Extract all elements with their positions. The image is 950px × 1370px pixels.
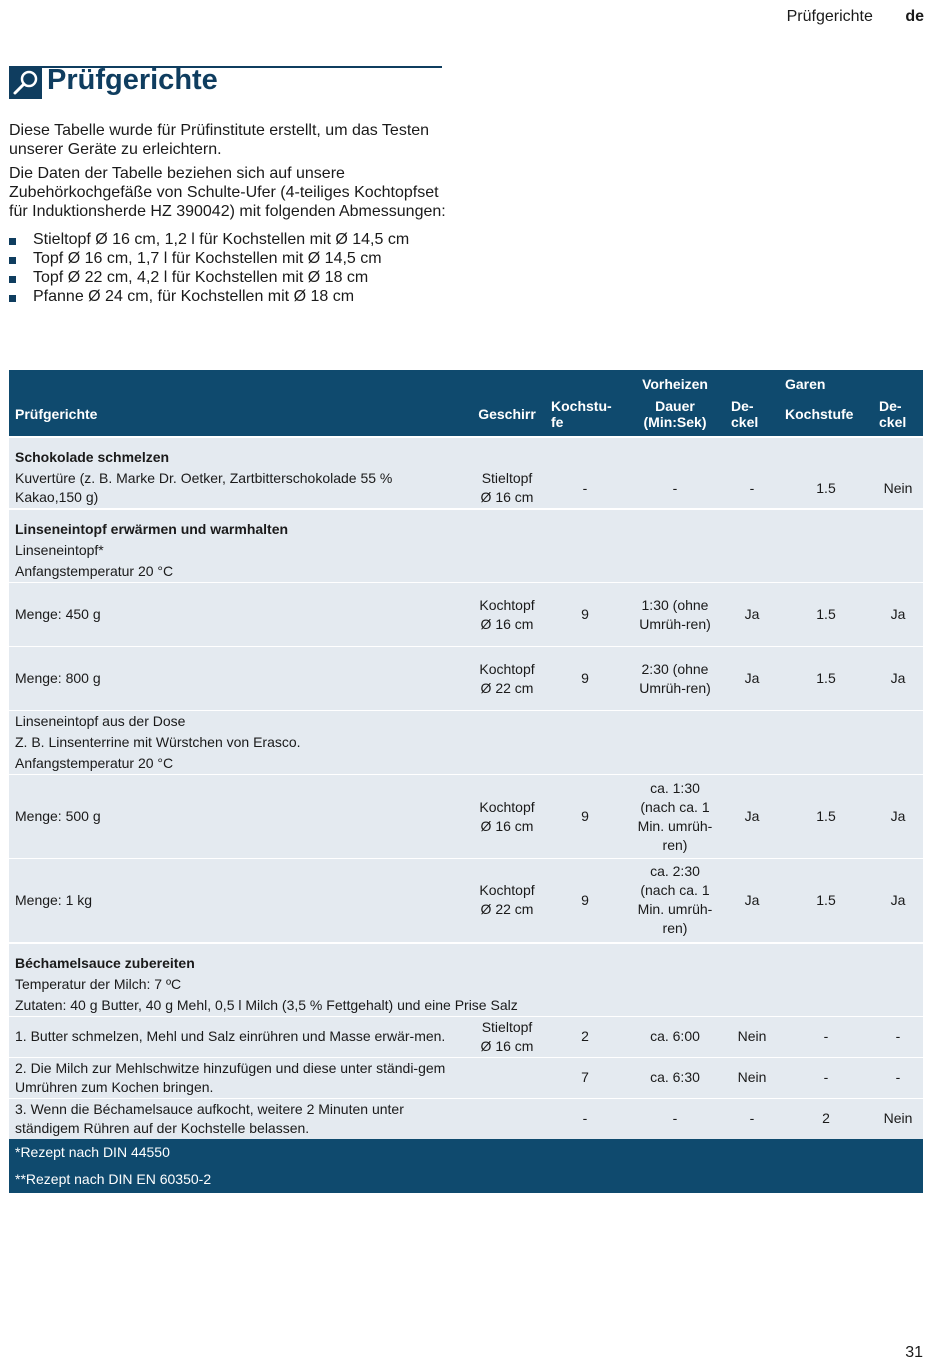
cell-deckel-garen: Ja bbox=[873, 583, 923, 647]
dish-description: Temperatur der Milch: 7 ºC bbox=[9, 974, 923, 995]
cell-geschirr: Kochtopf Ø 16 cm bbox=[469, 583, 545, 647]
col-header-pruefgerichte: Prüfgerichte bbox=[9, 392, 469, 437]
cell-kochstufe: 9 bbox=[545, 859, 625, 943]
dish-description: Zutaten: 40 g Butter, 40 g Mehl, 0,5 l Milch (3,5 % Fettgehalt) und eine Prise Salz bbox=[9, 995, 923, 1017]
cell-menge: Menge: 450 g bbox=[9, 583, 469, 647]
header-section: Prüfgerichte bbox=[786, 8, 873, 25]
cell-deckel: Nein bbox=[725, 1057, 779, 1098]
cell-dauer: ca. 2:30 (nach ca. 1 Min. umrüh-ren) bbox=[625, 859, 725, 943]
footnote: *Rezept nach DIN 44550 bbox=[9, 1139, 923, 1166]
page-title: Prüfgerichte bbox=[47, 64, 218, 96]
list-item: Pfanne Ø 24 cm, für Kochstellen mit Ø 18 cm bbox=[9, 287, 449, 306]
cell-geschirr: Kochtopf Ø 22 cm bbox=[469, 859, 545, 943]
list-item: Topf Ø 22 cm, 4,2 l für Kochstellen mit Ø 18 cm bbox=[9, 268, 449, 287]
cell-deckel: Ja bbox=[725, 583, 779, 647]
cell-kochstufe: 9 bbox=[545, 647, 625, 711]
cell-dauer: - bbox=[625, 468, 725, 509]
table-row bbox=[9, 647, 923, 711]
table-row bbox=[9, 1016, 923, 1057]
cell-deckel-garen: Nein bbox=[873, 468, 923, 509]
col-header-geschirr: Geschirr bbox=[469, 392, 545, 437]
cell-deckel: - bbox=[725, 468, 779, 509]
table-row bbox=[9, 468, 923, 509]
dish-description: Kuvertüre (z. B. Marke Dr. Oetker, Zartbitterschokolade 55 % Kakao,150 g) bbox=[9, 468, 469, 509]
cell-geschirr: Stieltopf Ø 16 cm bbox=[469, 468, 545, 509]
intro-paragraph: Die Daten der Tabelle beziehen sich auf unsere Zubehörkochgefäße von Schulte-Ufer (4-teiliges Kochtopfset für Induktionsherde HZ 390042) mit folgenden Abmessungen: bbox=[9, 165, 446, 220]
cell-kochstufe-garen: 1.5 bbox=[779, 583, 873, 647]
cell-deckel-garen: Ja bbox=[873, 775, 923, 859]
col-header-kochstufe-garen: Kochstufe bbox=[779, 392, 873, 437]
cell-menge: Menge: 800 g bbox=[9, 647, 469, 711]
table-row bbox=[9, 1057, 923, 1098]
cell-kochstufe-garen: 1.5 bbox=[779, 775, 873, 859]
cell-deckel-garen: - bbox=[873, 1016, 923, 1057]
cell-dauer: ca. 6:30 bbox=[625, 1057, 725, 1098]
cell-dauer: 2:30 (ohne Umrüh-ren) bbox=[625, 647, 725, 711]
cell-menge: Menge: 500 g bbox=[9, 775, 469, 859]
table-row bbox=[9, 1098, 923, 1139]
group-vorheizen: Vorheizen bbox=[625, 370, 725, 392]
col-header-deckel-vorheizen: De-ckel bbox=[725, 392, 779, 437]
cell-kochstufe-garen: 1.5 bbox=[779, 859, 873, 943]
dish-description: Linseneintopf aus der Dose bbox=[9, 711, 923, 733]
cell-dauer: 1:30 (ohne Umrüh-ren) bbox=[625, 583, 725, 647]
table-row bbox=[9, 583, 923, 647]
col-header-kochstufe-vorheizen: Kochstu-fe bbox=[545, 392, 625, 437]
table-row bbox=[9, 775, 923, 859]
table-row bbox=[9, 859, 923, 943]
cell-kochstufe: - bbox=[545, 1098, 625, 1139]
cell-menge: Menge: 1 kg bbox=[9, 859, 469, 943]
intro-text bbox=[9, 121, 449, 306]
cell-deckel-garen: Ja bbox=[873, 647, 923, 711]
cell-geschirr: Kochtopf Ø 22 cm bbox=[469, 647, 545, 711]
cell-deckel-garen: Ja bbox=[873, 859, 923, 943]
dish-description: Anfangstemperatur 20 °C bbox=[9, 561, 923, 583]
cell-dauer: ca. 6:00 bbox=[625, 1016, 725, 1057]
cell-deckel: - bbox=[725, 1098, 779, 1139]
col-header-dauer: Dauer (Min:Sek) bbox=[625, 392, 725, 437]
cell-kochstufe: 7 bbox=[545, 1057, 625, 1098]
group-garen: Garen bbox=[779, 370, 873, 392]
col-header-deckel-garen: De-ckel bbox=[873, 392, 923, 437]
cell-kochstufe: - bbox=[545, 468, 625, 509]
cell-dauer: - bbox=[625, 1098, 725, 1139]
test-dishes-table bbox=[9, 370, 923, 1193]
page-number: 31 bbox=[905, 1344, 923, 1361]
cell-deckel: Nein bbox=[725, 1016, 779, 1057]
dish-description: Anfangstemperatur 20 °C bbox=[9, 753, 923, 775]
dish-description: Z. B. Linsenterrine mit Würstchen von Erasco. bbox=[9, 732, 923, 753]
cell-kochstufe: 2 bbox=[545, 1016, 625, 1057]
intro-paragraph: Diese Tabelle wurde für Prüfinstitute erstellt, um das Testen unserer Geräte zu erleichtern. bbox=[9, 122, 430, 158]
section-title: Béchamelsauce zubereiten bbox=[9, 943, 923, 974]
cell-kochstufe-garen: 1.5 bbox=[779, 468, 873, 509]
running-header bbox=[787, 8, 924, 26]
cell-geschirr: Kochtopf Ø 16 cm bbox=[469, 775, 545, 859]
cell-kochstufe-garen: 2 bbox=[779, 1098, 873, 1139]
cell-geschirr: Stieltopf Ø 16 cm bbox=[469, 1016, 545, 1057]
header-lang: de bbox=[905, 8, 924, 25]
cell-kochstufe-garen: - bbox=[779, 1016, 873, 1057]
footnote: **Rezept nach DIN EN 60350-2 bbox=[9, 1166, 923, 1193]
pot-list bbox=[9, 230, 449, 306]
cell-deckel-garen: Nein bbox=[873, 1098, 923, 1139]
cell-deckel-garen: - bbox=[873, 1057, 923, 1098]
magnifier-icon bbox=[9, 66, 42, 99]
cell-deckel: Ja bbox=[725, 859, 779, 943]
cell-kochstufe-garen: - bbox=[779, 1057, 873, 1098]
section-title: Linseneintopf erwärmen und warmhalten bbox=[9, 509, 923, 540]
list-item: Topf Ø 16 cm, 1,7 l für Kochstellen mit Ø 14,5 cm bbox=[9, 249, 449, 268]
cell-deckel: Ja bbox=[725, 647, 779, 711]
section-title: Schokolade schmelzen bbox=[9, 437, 923, 468]
cell-kochstufe: 9 bbox=[545, 775, 625, 859]
dish-description: Linseneintopf* bbox=[9, 540, 923, 561]
cell-step: 1. Butter schmelzen, Mehl und Salz einrühren und Masse erwär-men. bbox=[9, 1016, 469, 1057]
cell-deckel: Ja bbox=[725, 775, 779, 859]
cell-dauer: ca. 1:30 (nach ca. 1 Min. umrüh-ren) bbox=[625, 775, 725, 859]
cell-step: 3. Wenn die Béchamelsauce aufkocht, weitere 2 Minuten unter ständigem Rühren auf der Kochstelle belassen. bbox=[9, 1098, 469, 1139]
cell-kochstufe: 9 bbox=[545, 583, 625, 647]
cell-step: 2. Die Milch zur Mehlschwitze hinzufügen und diese unter ständi-gem Umrühren zum Kochen bringen. bbox=[9, 1057, 469, 1098]
cell-kochstufe-garen: 1.5 bbox=[779, 647, 873, 711]
list-item: Stieltopf Ø 16 cm, 1,2 l für Kochstellen mit Ø 14,5 cm bbox=[9, 230, 449, 249]
